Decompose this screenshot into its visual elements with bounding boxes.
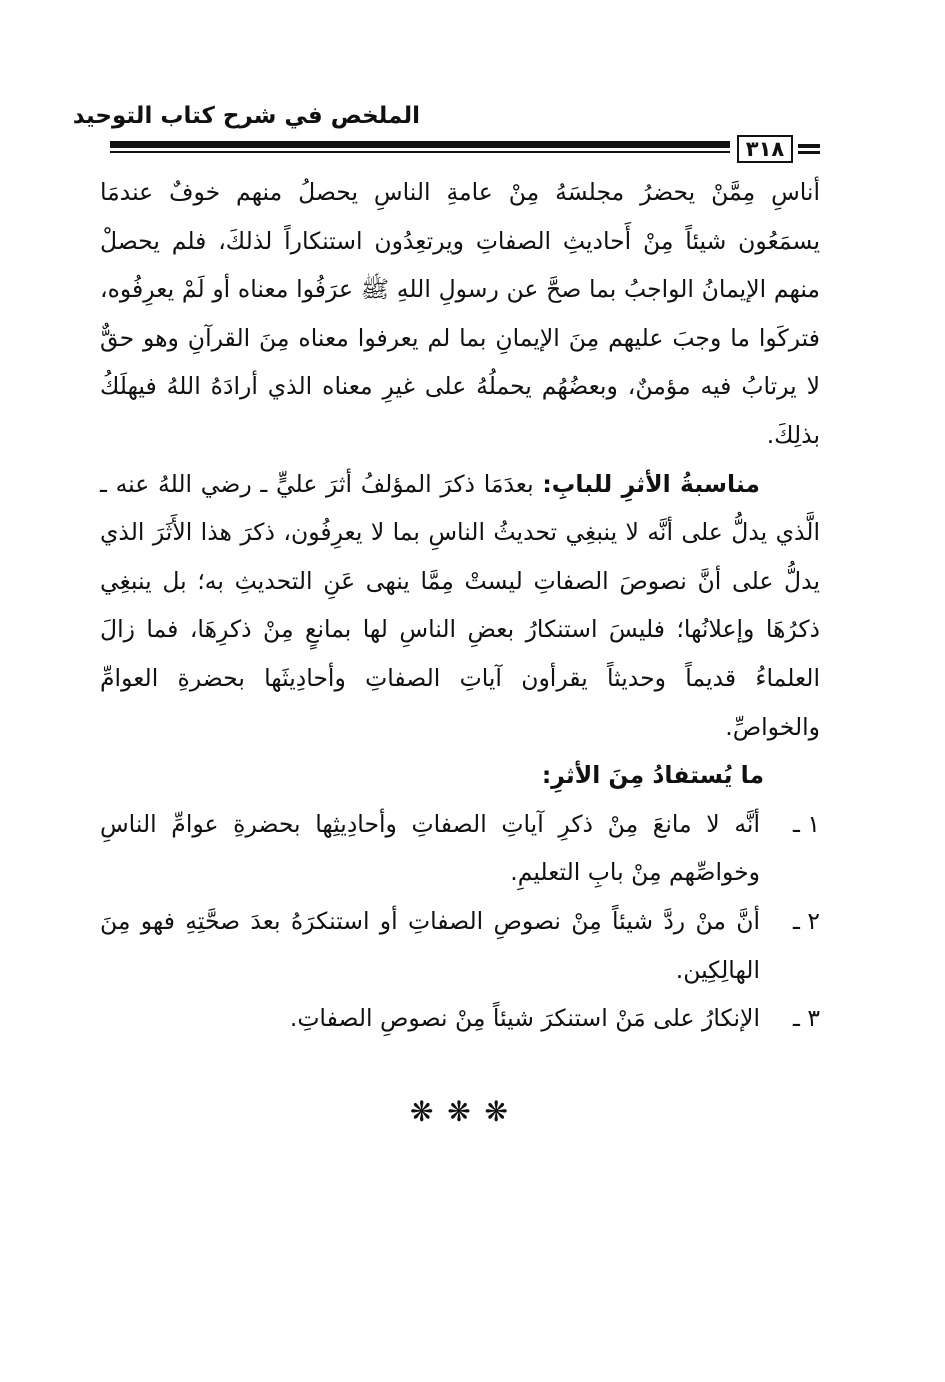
list-item	[100, 800, 820, 897]
list-item	[100, 994, 820, 1043]
list-item-number: ٣ ـ	[793, 1004, 820, 1033]
list-item	[100, 897, 820, 994]
header-rule	[110, 141, 730, 148]
relevance-text: بعدَمَا ذكرَ المؤلفُ أثرَ عليٍّ ـ رضي اللهُ عنه ـ الَّذي يدلُّ على أنَّه لا ينبغِي تحديثُ الناسِ بما لا يعرِفُون، ذكرَ هذا الأَثَرَ الذي يدلُّ على أنَّ نصوصَ الصفاتِ ليستْ مِمَّا ينهى عَنِ التحديثِ به؛ بل ينبغِي ذكرُهَا وإعلانُها؛ فليسَ استنكارُ بعضِ الناسِ لها بمانعٍ مِنْ ذكرِهَا، فما زالَ العلماءُ قديماً وحديثاً يقرأون آياتِ الصفاتِ وأحادِيثَها بحضرةِ العوامِّ والخواصِّ.	[100, 469, 820, 741]
list-item-text: أنَّ منْ ردَّ شيئاً مِنْ نصوصِ الصفاتِ أو استنكرَهُ بعدَ صحَّتِهِ فهو مِنَ الهالِكِين.	[100, 906, 760, 984]
relevance-lead: مناسبةُ الأثرِ للبابِ:	[542, 469, 760, 498]
list-item-text: الإنكارُ على مَنْ استنكرَ شيئاً مِنْ نصوصِ الصفاتِ.	[289, 1004, 760, 1033]
body-text	[100, 168, 820, 1043]
header-rule-thin	[110, 151, 730, 153]
list-item-text: أنَّه لا مانعَ مِنْ ذكرِ آياتِ الصفاتِ وأحادِيثِها بحضرةِ عوامِّ الناسِ وخواصِّهم مِنْ بابِ التعليمِ.	[100, 809, 760, 887]
page-number: ٣١٨	[737, 135, 793, 163]
paragraph-commentary: أناسِ مِمَّنْ يحضرُ مجلسَهُ مِنْ عامةِ الناسِ يحصلُ منهم خوفٌ عندمَا يسمَعُون شيئاً مِنْ أَحاديثِ الصفاتِ ويرتعِدُون استنكاراً لذلكَ، فلم يحصلْ منهم الإيمانُ الواجبُ بما صحَّ عن رسولِ اللهِ ﷺ عرَفُوا معناه أو لَمْ يعرِفُوه، فتركَوا ما وجبَ عليهم مِنَ الإيمانِ بما لم يعرفوا معناه مِنَ القرآنِ وهو حقٌّ لا يرتابُ فيه مؤمنٌ، وبعضُهُم يحملُهُ على غيرِ معناه الذي أرادَهُ اللهُ فيهلَكُ بذلِكَ.	[100, 178, 820, 449]
running-title: الملخص في شرح كتاب التوحيد	[72, 103, 420, 129]
paragraph-relevance	[100, 460, 820, 752]
section-end-ornament: ❋ ❋ ❋	[410, 1095, 510, 1128]
header-rule-end	[798, 144, 820, 148]
header-rule-end-thin	[798, 151, 820, 154]
lessons-heading: ما يُستفادُ مِنَ الأثرِ:	[541, 761, 764, 790]
list-item-number: ١ ـ	[793, 809, 820, 838]
list-item-number: ٢ ـ	[793, 906, 820, 935]
